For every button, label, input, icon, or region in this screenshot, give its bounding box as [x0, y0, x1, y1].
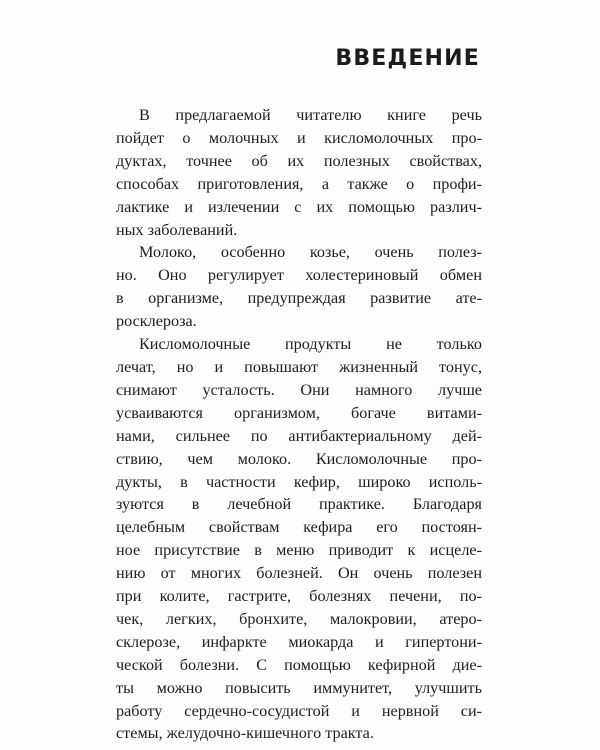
text-line: дуктах, точнее об их полезных свойствах, [116, 151, 482, 170]
text-line: росклероза. [116, 312, 197, 331]
text-line: снимают усталость. Они намного лучше [116, 380, 482, 399]
text-line: нами, сильнее по антибактериальному дей- [116, 426, 482, 445]
text-line: лечат, но и повышают жизненный тонус, [116, 357, 482, 376]
text-line: ческой болезни. С помощью кефирной дие- [116, 655, 482, 674]
body-text [116, 104, 482, 745]
paragraph [116, 333, 482, 745]
text-line: В предлагаемой читателю книге речь [139, 106, 482, 124]
text-line: Кисломолочные продукты не только [139, 335, 482, 354]
text-line: лактике и излечении с их помощью различ- [116, 197, 482, 216]
text-line: ты можно повысить иммунитет, улучшить [116, 678, 482, 697]
text-line: зуются в лечебной практике. Благодаря [116, 495, 482, 514]
text-line: усваиваются организмом, богаче витами- [116, 403, 482, 422]
paragraph [116, 241, 482, 333]
text-line: способах приготовления, а также о профи- [116, 174, 482, 193]
text-line: работу сердечно-сосудистой и нервной си- [116, 701, 482, 720]
text-line: ное присутствие в меню приводит к исцеле- [116, 541, 482, 560]
text-line: при колите, гастрите, болезнях печени, по- [116, 587, 482, 606]
text-line: в организме, предупреждая развитие ате- [116, 289, 482, 308]
paragraph [116, 104, 482, 241]
text-line: нию от многих болезней. Он очень полезен [116, 564, 482, 583]
text-line: дукты, в частности кефир, широко исполь- [116, 472, 482, 491]
text-line: пойдет о молочных и кисломолочных про- [116, 128, 482, 147]
text-line: стемы, желудочно-кишечного тракта. [116, 724, 374, 743]
text-line: чек, легких, бронхите, малокровии, атеро- [116, 609, 482, 628]
text-line: но. Оно регулирует холестериновый обмен [116, 266, 482, 285]
text-line: ных заболеваний. [116, 220, 238, 239]
chapter-heading: ВВЕДЕНИЕ [335, 46, 480, 71]
text-line: склерозе, инфаркте миокарда и гипертони- [116, 632, 482, 651]
text-line: Молоко, особенно козье, очень полез- [139, 243, 482, 262]
text-line: ствию, чем молоко. Кисломолочные про- [116, 449, 482, 468]
text-line: целебным свойствам кефира его постоян- [116, 518, 482, 537]
